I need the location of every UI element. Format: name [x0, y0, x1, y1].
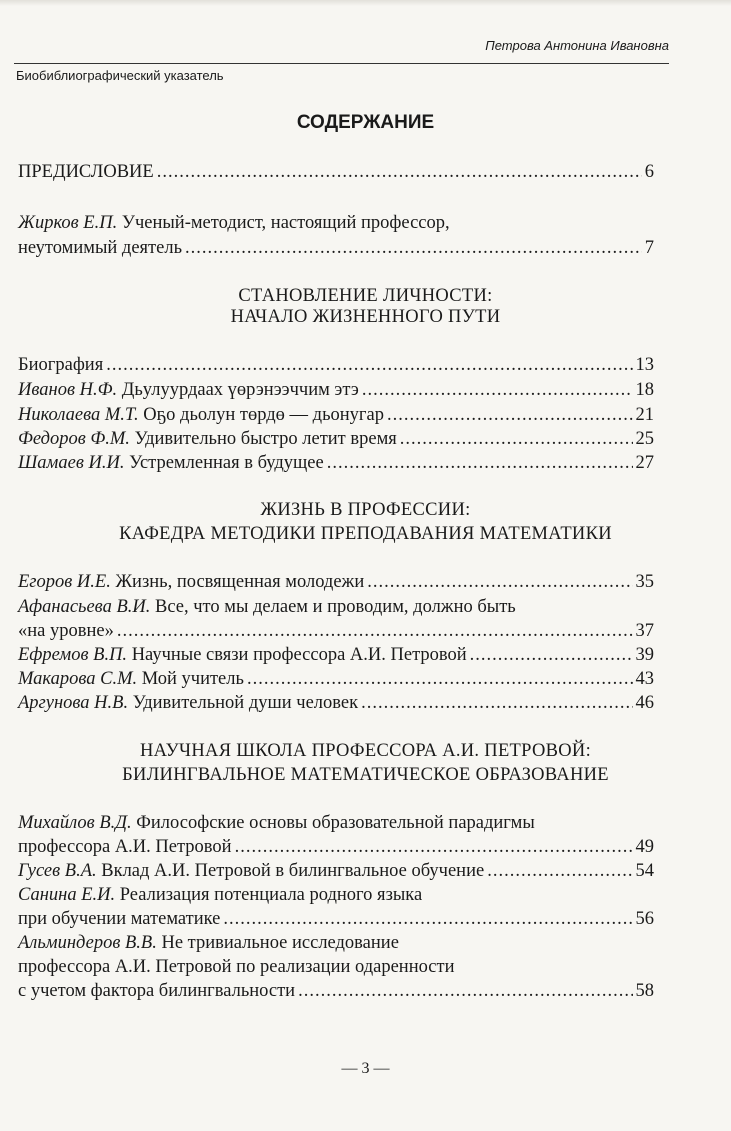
entry-title: Макарова С.М. Мой учитель	[18, 669, 244, 689]
entry-page: 27	[635, 453, 654, 473]
dot-leader	[367, 571, 632, 593]
toc-title: СОДЕРЖАНИЕ	[296, 112, 435, 133]
toc-entry-intro-line1[interactable]	[18, 212, 450, 234]
toc-entry-line1[interactable]	[18, 812, 535, 834]
dot-leader	[117, 620, 633, 642]
entry-title-cont: при обучении математике	[18, 909, 221, 929]
entry-author: Афанасьева В.И.	[18, 597, 151, 617]
dot-leader	[157, 161, 642, 183]
entry-title-cont: профессора А.И. Петровой	[18, 837, 232, 857]
entry-title-cont: с учетом фактора билингвальности	[18, 981, 296, 1001]
entry-title: Николаева М.Т. Оҕо дьолун төрдө — дьонугар	[18, 405, 384, 425]
section-heading: НАУЧНАЯ ШКОЛА ПРОФЕССОРА А.И. ПЕТРОВОЙ:	[139, 741, 592, 761]
toc-entry[interactable]	[18, 571, 654, 593]
entry-author: Ефремов В.П.	[18, 645, 128, 665]
entry-page: 58	[635, 981, 654, 1001]
running-head-author: Петрова Антонина Ивановна	[485, 38, 669, 53]
entry-title-cont: неутомимый деятель	[18, 238, 183, 258]
entry-title: ПРЕДИСЛОВИЕ	[18, 162, 154, 182]
entry-author: Гусев В.А.	[18, 861, 97, 881]
entry-page: 37	[635, 621, 654, 641]
toc-entry-line2[interactable]	[18, 836, 654, 858]
entry-author: Аргунова Н.В.	[18, 693, 129, 713]
entry-author: Шамаев И.И.	[18, 453, 125, 473]
entry-author: Николаева М.Т.	[18, 405, 139, 425]
entry-author: Альминдеров В.В.	[18, 933, 157, 953]
entry-page: 21	[635, 405, 654, 425]
entry-title: Ученый-методист, настоящий профессор,	[121, 213, 450, 233]
entry-author: Санина Е.И.	[18, 885, 116, 905]
dot-leader	[400, 428, 633, 450]
entry-title: Аргунова Н.В. Удивительной души человек	[18, 693, 359, 713]
toc-entry[interactable]	[18, 428, 654, 450]
toc-entry[interactable]	[18, 404, 654, 426]
toc-entry-line1[interactable]	[18, 596, 516, 618]
dot-leader	[327, 452, 633, 474]
entry-author: Жирков Е.П.	[18, 213, 118, 233]
toc-entry-intro-line2[interactable]	[18, 237, 654, 259]
section-heading: ЖИЗНЬ В ПРОФЕССИИ:	[260, 500, 471, 520]
entry-title: Егоров И.Е. Жизнь, посвященная молодежи	[18, 572, 365, 592]
section-heading: СТАНОВЛЕНИЕ ЛИЧНОСТИ:	[238, 286, 493, 306]
toc-entry-preface[interactable]	[18, 161, 654, 183]
entry-author: Федоров Ф.М.	[18, 429, 130, 449]
entry-title: Реализация потенциала родного языка	[119, 885, 423, 905]
dot-leader	[487, 860, 632, 882]
dot-leader	[247, 668, 633, 690]
toc-entry[interactable]	[18, 379, 654, 401]
toc-entry-line2[interactable]	[18, 908, 654, 930]
toc-entry[interactable]	[18, 860, 654, 882]
toc-entry[interactable]	[18, 644, 654, 666]
dot-leader	[362, 379, 633, 401]
entry-title: Биография	[18, 355, 104, 375]
entry-page: 39	[635, 645, 654, 665]
toc-entry[interactable]	[18, 452, 654, 474]
entry-page: 18	[635, 380, 654, 400]
entry-title: Федоров Ф.М. Удивительно быстро летит время	[18, 429, 397, 449]
entry-title: Шамаев И.И. Устремленная в будущее	[18, 453, 324, 473]
entry-title: Философские основы образовательной парадигмы	[136, 813, 535, 833]
entry-title: Не тривиальное исследование	[161, 933, 399, 953]
dot-leader	[298, 980, 632, 1002]
entry-page: 13	[635, 355, 654, 375]
dot-leader	[387, 404, 633, 426]
entry-page: 49	[635, 837, 654, 857]
section-heading: БИЛИНГВАЛЬНОЕ МАТЕМАТИЧЕСКОЕ ОБРАЗОВАНИЕ	[122, 765, 609, 785]
toc-entry-line2[interactable]	[18, 620, 654, 642]
toc-entry-line3[interactable]	[18, 980, 654, 1002]
entry-author: Егоров И.Е.	[18, 572, 111, 592]
section-heading: КАФЕДРА МЕТОДИКИ ПРЕПОДАВАНИЯ МАТЕМАТИКИ	[119, 524, 612, 544]
dot-leader	[106, 354, 632, 376]
entry-author: Макарова С.М.	[18, 669, 138, 689]
entry-page: 54	[635, 861, 654, 881]
entry-title: Гусев В.А. Вклад А.И. Петровой в билингвальное обучение	[18, 861, 485, 881]
section-heading: НАЧАЛО ЖИЗНЕННОГО ПУТИ	[230, 307, 501, 327]
dot-leader	[470, 644, 633, 666]
toc-entry-line2	[18, 956, 455, 978]
page-top-edge	[0, 0, 731, 6]
toc-entry[interactable]	[18, 354, 654, 376]
toc-entry[interactable]	[18, 692, 654, 714]
dot-leader	[361, 692, 632, 714]
entry-page: 6	[644, 162, 654, 182]
entry-page: 43	[635, 669, 654, 689]
entry-title: Ефремов В.П. Научные связи профессора А.И. Петровой	[18, 645, 467, 665]
entry-title: Иванов Н.Ф. Дьулуурдаах үөрэнээччим этэ	[18, 380, 359, 400]
toc-entry-line1[interactable]	[18, 884, 422, 906]
entry-page: 46	[635, 693, 654, 713]
entry-page: 35	[635, 572, 654, 592]
entry-page: 7	[644, 238, 654, 258]
toc-entry-line1[interactable]	[18, 932, 399, 954]
page-number: — 3 —	[341, 1060, 390, 1077]
entry-page: 25	[635, 429, 654, 449]
dot-leader	[235, 836, 633, 858]
dot-leader	[223, 908, 632, 930]
entry-author: Иванов Н.Ф.	[18, 380, 118, 400]
running-head-book-title: Биобиблиографический указатель	[16, 68, 224, 83]
entry-title: Все, что мы делаем и проводим, должно быть	[155, 597, 516, 617]
running-head-rule	[14, 63, 669, 64]
entry-author: Михайлов В.Д.	[18, 813, 132, 833]
dot-leader	[185, 237, 642, 259]
toc-entry[interactable]	[18, 668, 654, 690]
entry-page: 56	[635, 909, 654, 929]
entry-title-cont: «на уровне»	[18, 621, 114, 641]
entry-title-cont: профессора А.И. Петровой по реализации одаренности	[18, 957, 455, 977]
